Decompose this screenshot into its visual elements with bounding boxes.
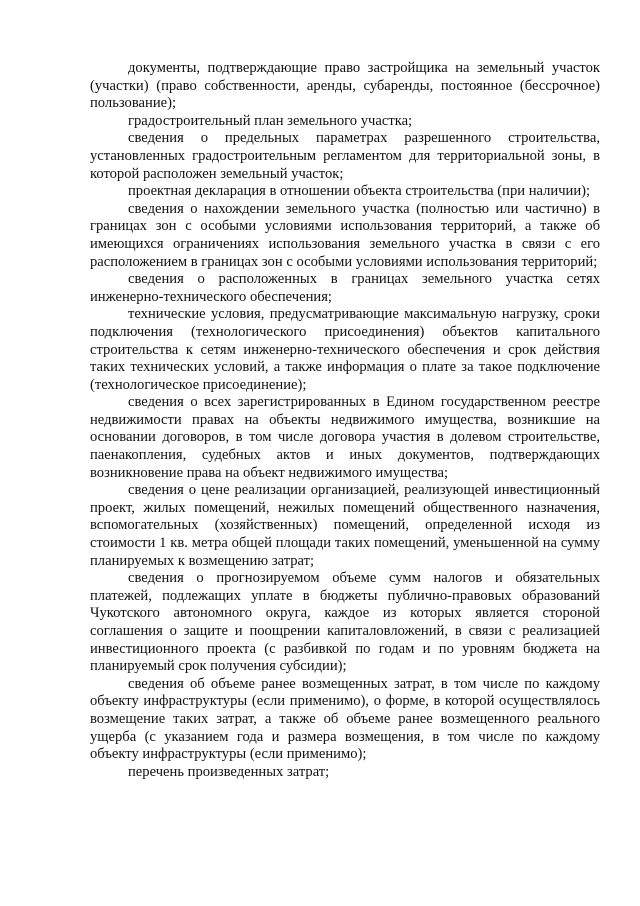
paragraph-registered-rights: сведения о всех зарегистрированных в Едином государственном реестре недвижимости правах на объекты недвижимого имущества, возникшие на основании договоров, в том числе договора участия в долевом строительстве, паенакопления, судебных актов и иных документов, подтверждающих возникновение права на объект недвижимого имущества;: [90, 394, 600, 481]
paragraph-project-declaration: проектная декларация в отношении объекта строительства (при наличии);: [128, 183, 591, 200]
paragraph-special-zones: сведения о нахождении земельного участка (полностью или частично) в границах зон с особыми условиями использования территорий, а также об имеющихся ограничениях использования земельного участка в связи с его расположением в границах зон с особыми условиями использования территорий;: [90, 200, 600, 270]
paragraph-land-rights-documents: документы, подтверждающие право застройщика на земельный участок (участки) (право собственности, аренды, субаренды, постоянное (бессрочное) пользование);: [90, 60, 600, 112]
paragraph-urban-plan: градостроительный план земельного участка;: [128, 112, 413, 129]
paragraph-engineering-networks: сведения о расположенных в границах земельного участка сетях инженерно-технического обеспечения;: [90, 271, 600, 305]
paragraph-construction-parameters: сведения о предельных параметрах разрешенного строительства, установленных градостроительным регламентом для территориальной зоны, в которой расположен земельный участок;: [90, 130, 600, 182]
paragraph-sale-price: сведения о цене реализации организацией, реализующей инвестиционный проект, жилых помещений, нежилых помещений общественного назначения, вспомогательных (хозяйственных) помещений, определенной исходя из стоимости 1 кв. метра общей площади таких помещений, уменьшенной на сумму планируемых к возмещению затрат;: [90, 482, 600, 569]
document-page: [90, 60, 600, 781]
paragraph-reimbursed-costs: сведения об объеме ранее возмещенных затрат, в том числе по каждому объекту инфраструктуры (если применимо), о форме, в которой осуществлялось возмещение таких затрат, а также об объеме ранее возмещенного реального ущерба (с указанием года и размера возмещения, в том числе по каждому объекту инфраструктуры (если применимо);: [90, 675, 600, 763]
paragraph-technical-conditions: технические условия, предусматривающие максимальную нагрузку, сроки подключения (технологического присоединения) объектов капитального строительства к сетям инженерно-технического обеспечения и срок действия таких технических условий, а также информация о плате за такое подключение (технологическое присоединение);: [90, 306, 600, 393]
paragraph-taxes-forecast: сведения о прогнозируемом объеме сумм налогов и обязательных платежей, подлежащих уплате в бюджеты публично-правовых образований Чукотского автономного округа, каждое из которых является стороной соглашения о защите и поощрении капиталовложений, в связи с реализацией инвестиционного проекта (с разбивкой по годам и по уровням бюджета на планируемый срок получения субсидии);: [90, 570, 600, 675]
paragraph-costs-list: перечень произведенных затрат;: [128, 763, 330, 780]
